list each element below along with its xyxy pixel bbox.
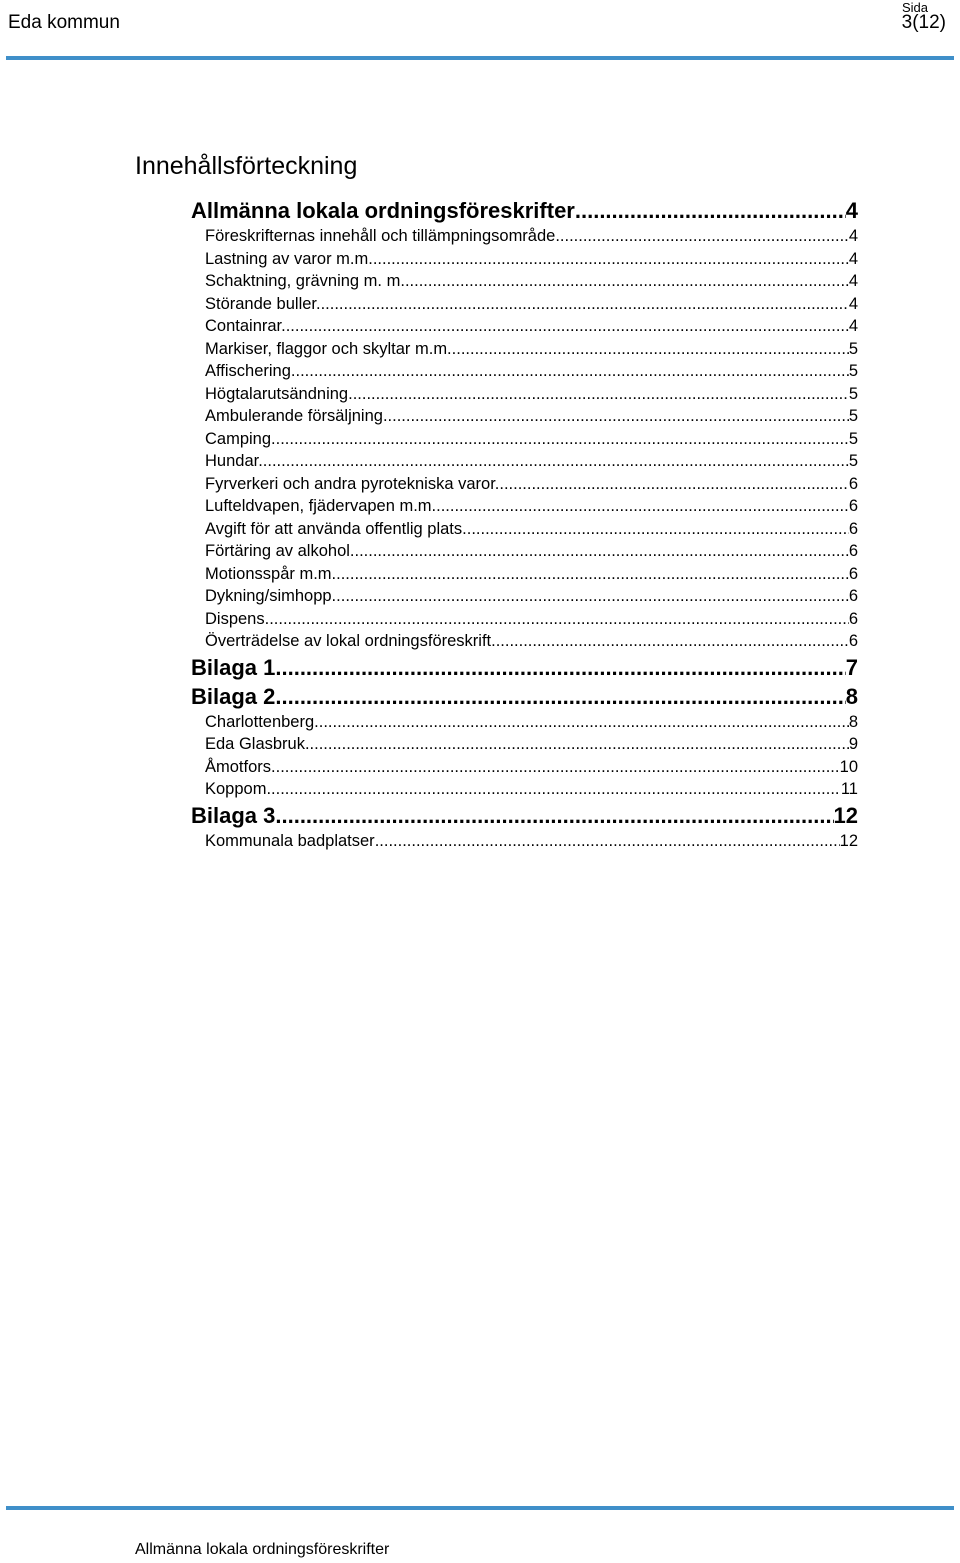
page-number: 3(12) xyxy=(901,12,946,33)
dot-leader xyxy=(266,778,840,801)
toc-subsection-entry[interactable] xyxy=(205,293,858,316)
organization-name: Eda kommun xyxy=(8,12,120,33)
toc-entry-page: 5 xyxy=(848,452,858,470)
dot-leader xyxy=(405,270,849,293)
toc-entry-page: 5 xyxy=(848,429,858,448)
toc-entry-page: 5 xyxy=(848,339,858,358)
toc-entry-title: Bilaga 3 xyxy=(191,802,276,828)
toc-entry-title: Schaktning, grävning m. m. xyxy=(205,272,405,290)
toc-entry-page: 5 xyxy=(848,407,858,425)
footer-divider xyxy=(6,1506,954,1510)
toc-subsection-entry[interactable] xyxy=(205,495,858,518)
toc-entry-title: Motionsspår m.m. xyxy=(205,564,337,583)
toc-subsection-entry[interactable] xyxy=(205,711,858,734)
toc-entry-title: Högtalarutsändning. xyxy=(205,384,353,403)
dot-leader xyxy=(496,630,849,653)
toc-subsection-entry[interactable] xyxy=(205,338,858,361)
dot-leader xyxy=(269,608,849,631)
toc-entry-title: Åmotfors xyxy=(205,757,272,776)
toc-subsection-entry[interactable] xyxy=(205,756,858,779)
toc-subsection-entry[interactable] xyxy=(205,733,858,756)
dot-leader xyxy=(467,518,849,541)
dot-leader xyxy=(436,495,849,518)
toc-subsection-entry[interactable] xyxy=(205,383,858,406)
toc-entry-title: Överträdelse av lokal ordningsföreskrift. xyxy=(205,632,496,650)
toc-entry-page: 4 xyxy=(845,198,858,223)
toc-entry-title: Ambulerande försäljning. xyxy=(205,407,388,425)
toc-entry-title: Lufteldvapen, fjädervapen m.m. xyxy=(205,497,437,515)
toc-entry-title: Bilaga 1 xyxy=(191,654,276,680)
toc-entry-title: Charlottenberg xyxy=(205,712,315,731)
toc-entry-page: 6 xyxy=(848,519,858,538)
page-label: Sida xyxy=(901,0,928,15)
toc-entry-title: Bilaga 2 xyxy=(191,683,276,709)
toc-subsection-entry[interactable] xyxy=(205,630,858,653)
dot-leader xyxy=(314,711,849,734)
dot-leader xyxy=(388,405,849,428)
toc-entry-title: Dykning/simhopp. xyxy=(205,587,337,605)
toc-entry-page: 6 xyxy=(848,497,858,515)
toc-entry-page: 5 xyxy=(848,384,858,403)
toc-subsection-entry[interactable] xyxy=(205,405,858,428)
dot-leader xyxy=(271,756,840,779)
toc-entry-page: 4 xyxy=(848,227,858,245)
toc-section-entry[interactable] xyxy=(191,653,858,682)
dot-leader xyxy=(321,293,849,316)
toc-subsection-entry[interactable] xyxy=(205,270,858,293)
toc-subsection-entry[interactable] xyxy=(205,248,858,271)
toc-entry-page: 4 xyxy=(848,272,858,290)
toc-section-entry[interactable] xyxy=(191,801,858,830)
dot-leader xyxy=(336,585,849,608)
toc-section-entry[interactable] xyxy=(191,196,858,225)
toc-subsection-entry[interactable] xyxy=(205,778,858,801)
toc-entry-title: Störande buller. xyxy=(205,294,321,313)
dot-leader xyxy=(305,733,849,756)
dot-leader xyxy=(355,540,849,563)
toc-entry-page: 6 xyxy=(848,632,858,650)
toc-entry-page: 4 xyxy=(848,317,858,335)
toc-entry-page: 6 xyxy=(848,609,858,628)
toc-entry-page: 10 xyxy=(839,757,858,776)
toc-entry-title: Affischering. xyxy=(205,362,296,380)
header-divider xyxy=(6,56,954,60)
toc-subsection-entry[interactable] xyxy=(205,450,858,473)
toc-entry-page: 6 xyxy=(848,474,858,493)
toc-subsection-entry[interactable] xyxy=(205,428,858,451)
dot-leader xyxy=(375,830,840,853)
toc-entry-page: 6 xyxy=(848,564,858,583)
dot-leader xyxy=(575,196,846,225)
toc-entry-page: 8 xyxy=(845,683,858,709)
toc-entry-page: 9 xyxy=(848,735,858,753)
dot-leader xyxy=(499,473,848,496)
toc-subsection-entry[interactable] xyxy=(205,473,858,496)
toc-entry-page: 12 xyxy=(839,831,858,850)
table-of-contents xyxy=(0,196,960,852)
toc-entry-title: Föreskrifternas innehåll och tillämpningsområde xyxy=(205,227,556,245)
dot-leader xyxy=(276,428,849,451)
toc-entry-title: Allmänna lokala ordningsföreskrifter xyxy=(191,198,575,223)
toc-title: Innehållsförteckning xyxy=(135,152,358,180)
toc-subsection-entry[interactable] xyxy=(205,315,858,338)
toc-entry-page: 6 xyxy=(848,587,858,605)
dot-leader xyxy=(353,383,849,406)
toc-subsection-entry[interactable] xyxy=(205,608,858,631)
toc-entry-title: Dispens. xyxy=(205,609,270,628)
toc-subsection-entry[interactable] xyxy=(205,585,858,608)
toc-entry-title: Lastning av varor m.m. xyxy=(205,249,373,268)
toc-entry-title: Camping. xyxy=(205,429,276,448)
toc-subsection-entry[interactable] xyxy=(205,360,858,383)
toc-subsection-entry[interactable] xyxy=(205,563,858,586)
toc-entry-page: 5 xyxy=(848,362,858,380)
dot-leader xyxy=(263,450,849,473)
toc-subsection-entry[interactable] xyxy=(205,518,858,541)
toc-entry-page: 4 xyxy=(848,249,858,268)
toc-entry-page: 4 xyxy=(848,294,858,313)
toc-entry-title: Containrar. xyxy=(205,317,286,335)
footer-text: Allmänna lokala ordningsföreskrifter xyxy=(135,1541,390,1558)
toc-entry-title: Hundar. xyxy=(205,452,263,470)
toc-entry-title: Koppom xyxy=(205,780,267,798)
dot-leader xyxy=(452,338,849,361)
toc-subsection-entry[interactable] xyxy=(205,830,858,853)
toc-entry-title: Avgift för att använda offentlig plats. xyxy=(205,519,467,538)
toc-subsection-entry[interactable] xyxy=(205,540,858,563)
toc-subsection-entry[interactable] xyxy=(205,225,858,248)
dot-leader xyxy=(296,360,849,383)
dot-leader xyxy=(275,801,833,830)
toc-entry-page: 11 xyxy=(840,780,858,798)
toc-section-entry[interactable] xyxy=(191,682,858,711)
toc-entry-page: 12 xyxy=(833,802,858,828)
toc-entry-page: 7 xyxy=(845,654,858,680)
toc-entry-page: 8 xyxy=(848,712,858,731)
dot-leader xyxy=(373,248,849,271)
toc-entry-title: Eda Glasbruk xyxy=(205,735,305,753)
dot-leader xyxy=(275,682,845,711)
dot-leader xyxy=(286,315,849,338)
toc-entry-page: 6 xyxy=(848,542,858,560)
dot-leader xyxy=(336,563,849,586)
toc-entry-title: Markiser, flaggor och skyltar m.m. xyxy=(205,339,452,358)
dot-leader xyxy=(275,653,845,682)
toc-entry-title: Förtäring av alkohol. xyxy=(205,542,355,560)
toc-entry-title: Kommunala badplatser xyxy=(205,831,375,850)
dot-leader xyxy=(555,225,848,248)
toc-entry-title: Fyrverkeri och andra pyrotekniska varor. xyxy=(205,474,500,493)
